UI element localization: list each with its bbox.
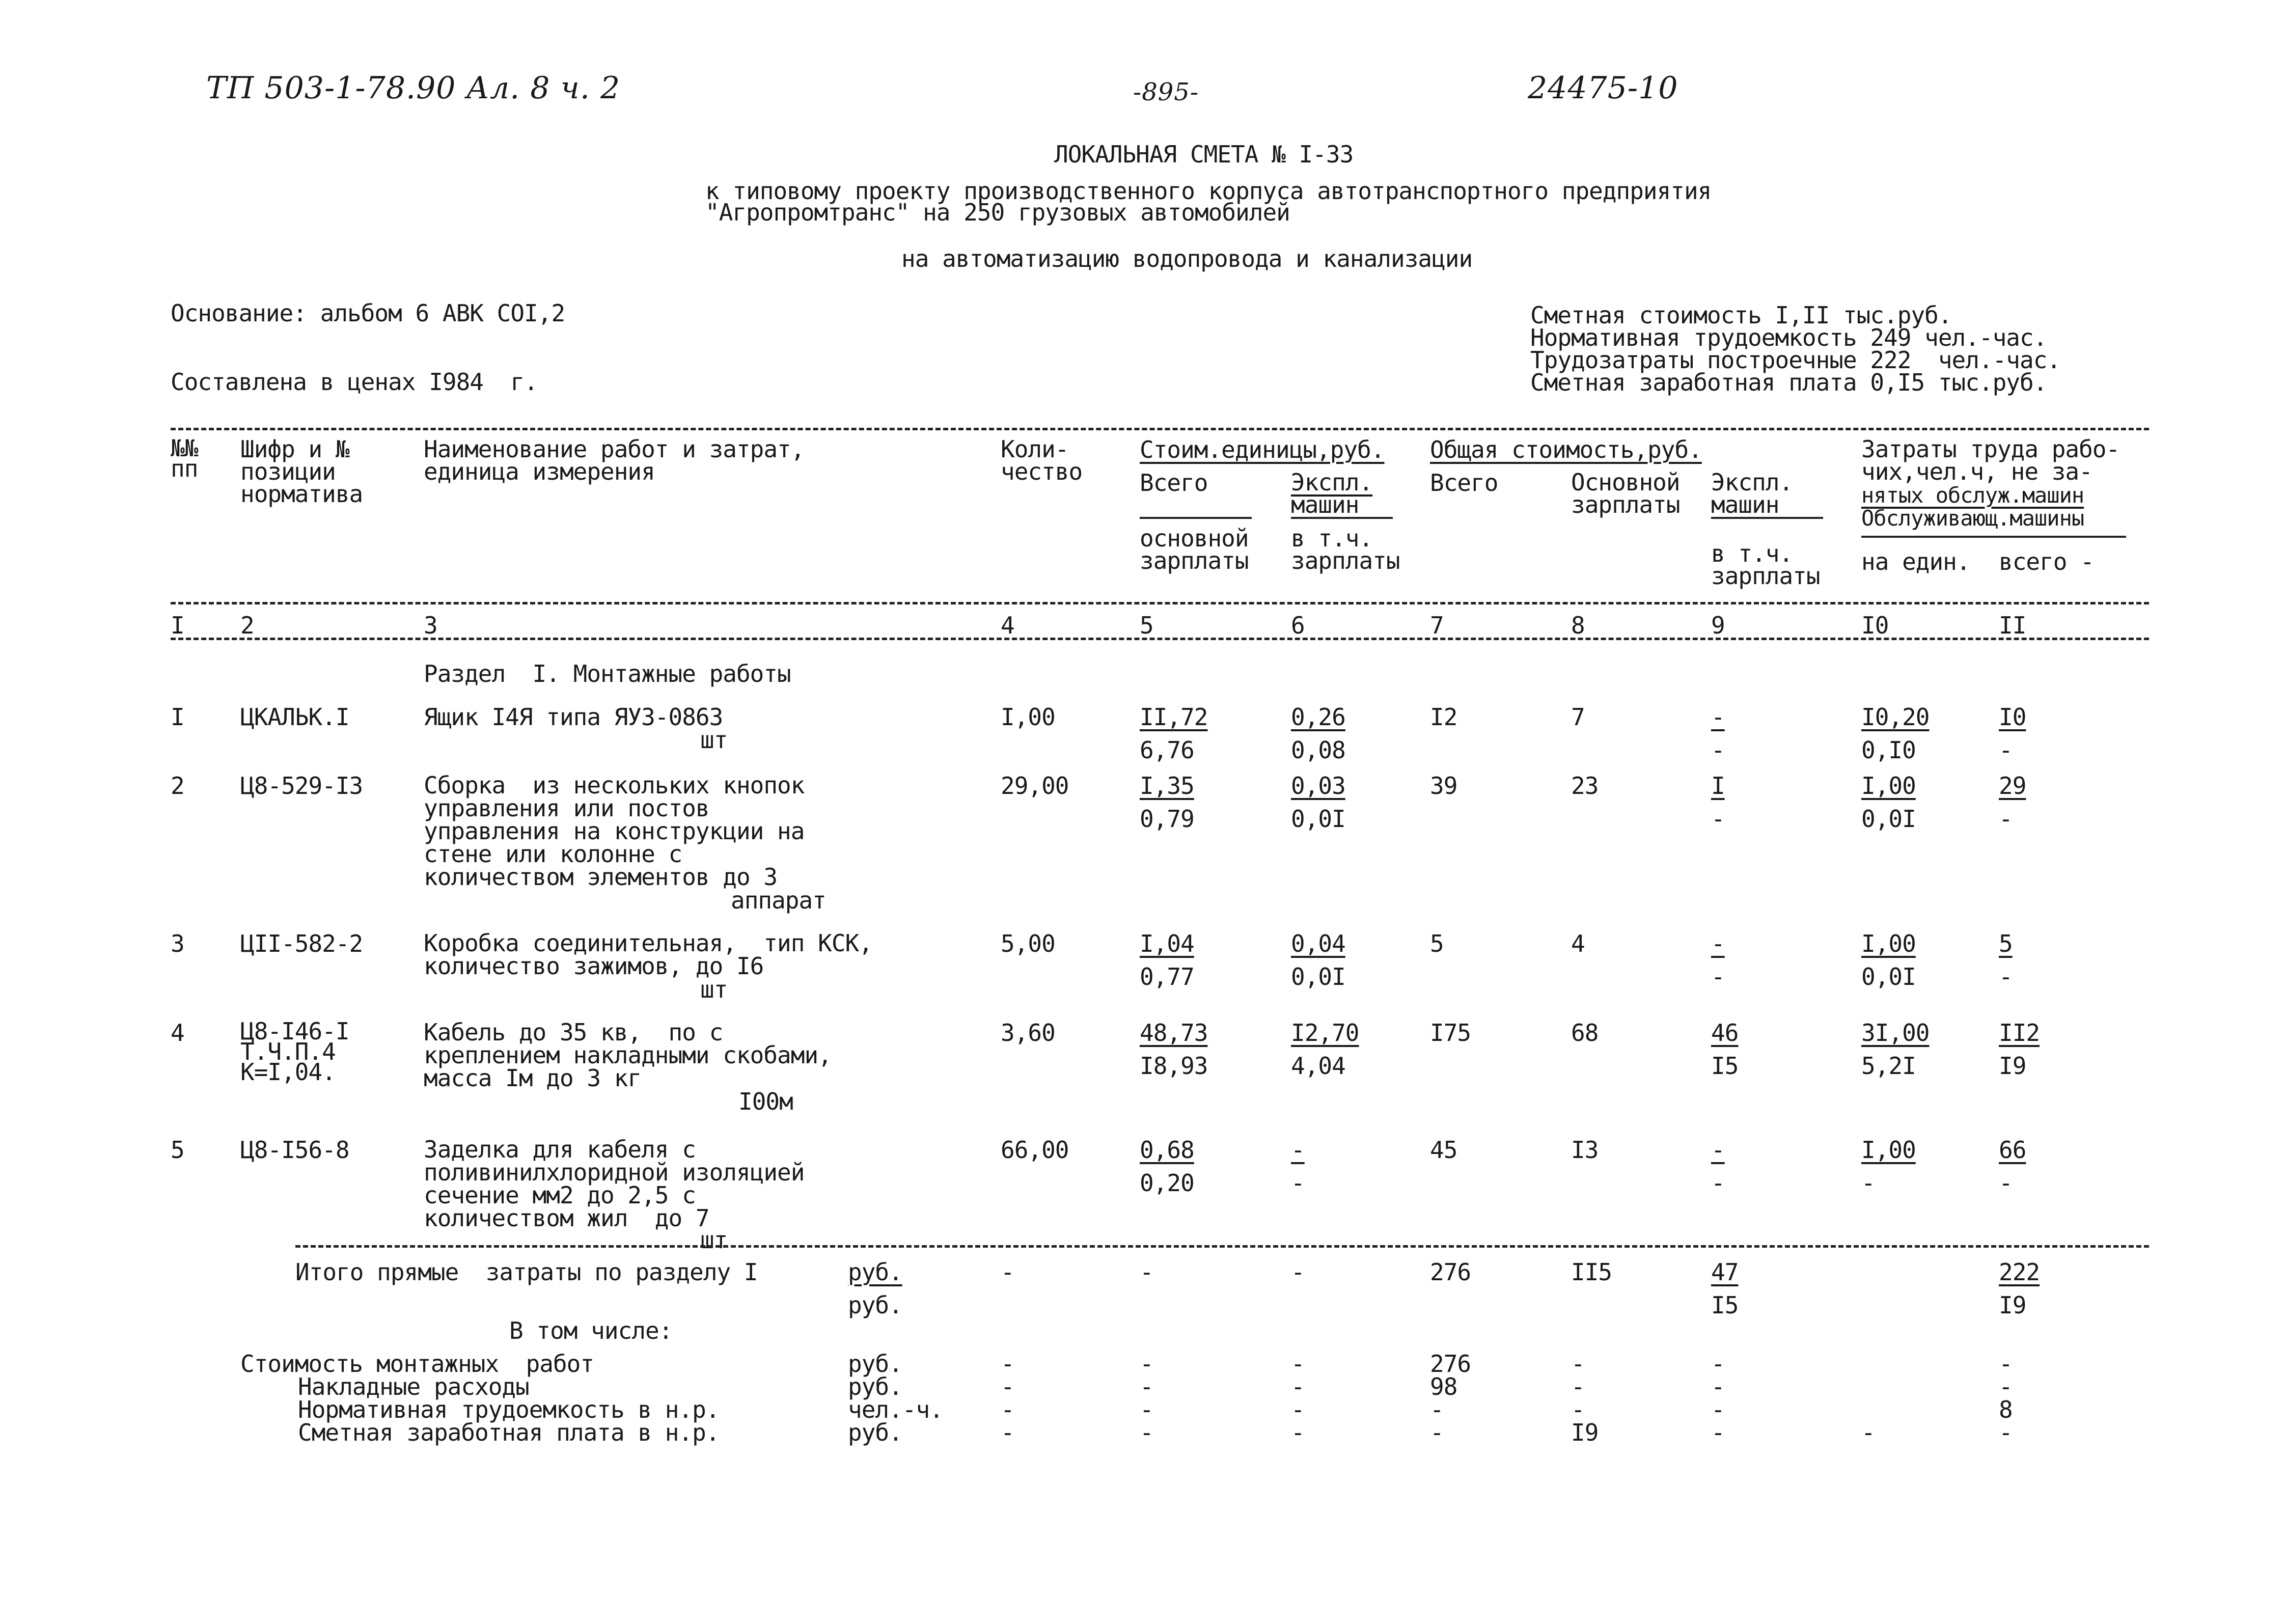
row-c10b: 0,0I [1861, 963, 1916, 990]
row-c6b: 0,08 [1291, 736, 1345, 764]
incl-row-c11: - [1999, 1419, 2013, 1446]
header-c5-rule [1140, 517, 1252, 519]
row-c6a: - [1291, 1136, 1305, 1164]
prices-text: Составлена в ценах I984 г. [171, 368, 538, 396]
row-c11a: 66 [1999, 1136, 2026, 1164]
row-qty: 66,00 [1001, 1136, 1069, 1164]
total-c9a: 47 [1711, 1258, 1739, 1286]
incl-row-c6: - [1291, 1350, 1305, 1378]
header-c9a: Экспл. машин [1711, 469, 1793, 518]
incl-row-c4: - [1001, 1373, 1014, 1400]
row-c8: 23 [1571, 772, 1599, 800]
row-code: Ц8-I56-8 [240, 1136, 349, 1164]
row-qty: 3,60 [1001, 1019, 1055, 1047]
col-number: 2 [240, 612, 254, 639]
incl-row-unit: руб. [848, 1350, 902, 1378]
row-code: ЦII-582-2 [240, 930, 363, 957]
row-unit: шт [700, 726, 728, 754]
col-number: 3 [424, 612, 437, 639]
incl-label: В том числе: [509, 1317, 673, 1344]
total-label: Итого прямые затраты по разделу I [295, 1258, 758, 1286]
row-c9b: - [1711, 805, 1725, 833]
incl-row-unit: чел.-ч. [848, 1396, 943, 1423]
row-c11b: I9 [1999, 1052, 2026, 1080]
incl-row-c8: I9 [1571, 1419, 1599, 1446]
row-c7: I75 [1430, 1019, 1471, 1047]
row-c6a: I2,70 [1291, 1019, 1359, 1047]
row-c11b: - [1999, 736, 2013, 764]
summary-line: Нормативная трудоемкость 249 чел.-час. [1530, 324, 2047, 351]
row-c5a: 48,73 [1140, 1019, 1208, 1047]
row-c7: 5 [1430, 930, 1444, 957]
row-code: Ц8-I46-I Т.Ч.П.4 К=I,04. [240, 1017, 349, 1086]
total-c7: 276 [1430, 1258, 1471, 1286]
row-unit: аппарат [731, 887, 826, 914]
header-col-1: №№ пп [171, 434, 198, 482]
total-c8: II5 [1571, 1258, 1612, 1286]
row-c9b: - [1711, 1169, 1725, 1197]
row-c10b: - [1861, 1169, 1875, 1197]
incl-row-c10: - [1861, 1419, 1875, 1446]
row-unit: шт [700, 1226, 728, 1254]
summary-line: Трудозатраты построечные 222 чел.-час. [1530, 346, 2061, 374]
row-number: 3 [171, 930, 184, 957]
header-c5a: Всего [1140, 469, 1208, 497]
incl-row-c7: 98 [1430, 1373, 1457, 1400]
row-c5b: 0,77 [1140, 963, 1194, 990]
total-c9b: I5 [1711, 1291, 1739, 1319]
row-c10a: I,00 [1861, 930, 1916, 957]
header-unit-cost: Стоим.единицы,руб. [1140, 436, 1385, 463]
row-c10a: 3I,00 [1861, 1019, 1930, 1047]
summary-line: Сметная заработная плата 0,I5 тыс.руб. [1530, 369, 2047, 396]
row-c5a: I,04 [1140, 930, 1194, 957]
row-c10b: 0,0I [1861, 805, 1916, 833]
row-c10a: I,00 [1861, 1136, 1916, 1164]
header-c6b: в т.ч. зарплаты [1291, 525, 1400, 574]
total-c5: - [1140, 1258, 1153, 1286]
total-c11b: I9 [1999, 1291, 2026, 1319]
col-number: 9 [1711, 612, 1725, 639]
row-c8: I3 [1571, 1136, 1599, 1164]
totals-rule [295, 1245, 2149, 1248]
row-c5b: 0,20 [1140, 1169, 1194, 1197]
row-c9a: - [1711, 930, 1725, 957]
row-qty: 5,00 [1001, 930, 1055, 957]
incl-row-c9: - [1711, 1419, 1725, 1446]
total-c11a: 222 [1999, 1258, 2040, 1286]
row-c7: I2 [1430, 703, 1457, 731]
header-c6a: Экспл. машин [1291, 469, 1373, 518]
row-number: 4 [171, 1019, 184, 1047]
total-unit-2: руб. [848, 1291, 902, 1319]
incl-row-label: Стоимость монтажных работ [240, 1350, 594, 1378]
row-c5b: I8,93 [1140, 1052, 1208, 1080]
row-c11a: 29 [1999, 772, 2026, 800]
stamp-right: 24475-10 [1528, 70, 1678, 106]
header-top-rule [171, 428, 2149, 430]
header-c9-rule [1711, 517, 1823, 519]
row-c10b: 0,I0 [1861, 736, 1916, 764]
total-c6: - [1291, 1258, 1305, 1286]
row-c6a: 0,26 [1291, 703, 1345, 731]
incl-row-c5: - [1140, 1419, 1153, 1446]
incl-row-c4: - [1001, 1419, 1014, 1446]
incl-row-c11: - [1999, 1373, 2013, 1400]
row-name: Ящик I4Я типа ЯУЗ-0863 [424, 703, 723, 731]
incl-row-c9: - [1711, 1373, 1725, 1400]
header-col-2: Шифр и № позиции норматива [240, 435, 363, 508]
row-number: 2 [171, 772, 184, 800]
incl-row-c8: - [1571, 1350, 1585, 1378]
row-c8: 7 [1571, 703, 1585, 731]
incl-row-c9: - [1711, 1396, 1725, 1423]
header-col-3: Наименование работ и затрат, единица измерения [424, 435, 805, 485]
incl-row-unit: руб. [848, 1419, 902, 1446]
row-c11b: - [1999, 805, 2013, 833]
header-col-4: Коли- чество [1001, 435, 1083, 485]
stamp-left: ТП 503-1-78.90 Ал. 8 ч. 2 [206, 70, 621, 106]
header-bottom-rule [171, 602, 2149, 604]
col-number: 4 [1001, 612, 1014, 639]
row-c6b: 0,0I [1291, 963, 1345, 990]
stamp-center: -895- [1133, 78, 1199, 106]
row-c9a: - [1711, 1136, 1725, 1164]
row-c6a: 0,03 [1291, 772, 1345, 800]
header-c10: на един. [1861, 548, 1970, 575]
row-unit: шт [700, 976, 728, 1003]
incl-row-c8: - [1571, 1373, 1585, 1400]
doc-title: ЛОКАЛЬНАЯ СМЕТА № I-33 [1054, 141, 1354, 168]
incl-row-c4: - [1001, 1396, 1014, 1423]
col-number: I0 [1861, 612, 1889, 639]
header-labor-u2: Обслуживающ.машины [1861, 506, 2084, 531]
incl-row-c6: - [1291, 1419, 1305, 1446]
doc-subtitle-3: на автоматизацию водопровода и канализации [901, 245, 1473, 272]
row-c9b: I5 [1711, 1052, 1739, 1080]
incl-row-label: Накладные расходы [298, 1373, 529, 1400]
row-unit: I00м [738, 1088, 793, 1115]
row-c10a: I,00 [1861, 772, 1916, 800]
doc-subtitle-2: "Агропромтранс" на 250 грузовых автомобилей [705, 199, 1290, 226]
row-c8: 4 [1571, 930, 1585, 957]
header-c5b: основной зарплаты [1140, 525, 1249, 574]
row-c11a: 5 [1999, 930, 2013, 957]
header-labor: Затраты труда рабо- чих,чел.ч, не за- [1861, 435, 2120, 485]
row-c9b: - [1711, 736, 1725, 764]
col-number: 6 [1291, 612, 1305, 639]
incl-row-c7: - [1430, 1419, 1444, 1446]
incl-row-c7: 276 [1430, 1350, 1471, 1378]
incl-row-c5: - [1140, 1373, 1153, 1400]
row-c6b: 4,04 [1291, 1052, 1345, 1080]
row-c10b: 5,2I [1861, 1052, 1916, 1080]
row-c5b: 0,79 [1140, 805, 1194, 833]
row-c9a: 46 [1711, 1019, 1739, 1047]
col-number: I [171, 612, 184, 639]
header-labor-rule [1861, 536, 2126, 538]
row-c5a: II,72 [1140, 703, 1208, 731]
row-c5a: 0,68 [1140, 1136, 1194, 1164]
incl-row-unit: руб. [848, 1373, 902, 1400]
incl-row-c6: - [1291, 1373, 1305, 1400]
basis-text: Основание: альбом 6 АВК СОI,2 [171, 299, 565, 327]
row-c8: 68 [1571, 1019, 1599, 1047]
header-c7: Всего [1430, 469, 1498, 497]
row-c6b: 0,0I [1291, 805, 1345, 833]
total-c4: - [1001, 1258, 1014, 1286]
col-number: 8 [1571, 612, 1585, 639]
col-number: II [1999, 612, 2026, 639]
row-c6b: - [1291, 1169, 1305, 1197]
incl-row-label: Сметная заработная плата в н.р. [298, 1419, 720, 1446]
header-c8: Основной зарплаты [1571, 469, 1680, 518]
row-number: 5 [171, 1136, 184, 1164]
header-total-cost: Общая стоимость,руб. [1430, 436, 1702, 463]
row-c7: 45 [1430, 1136, 1457, 1164]
row-c9a: - [1711, 703, 1725, 731]
summary-line: Сметная стоимость I,II тыс.руб. [1530, 301, 1952, 329]
row-c9a: I [1711, 772, 1725, 800]
row-c5b: 6,76 [1140, 736, 1194, 764]
header-labor-u: нятых обслуж.машин [1861, 483, 2084, 508]
row-c9b: - [1711, 963, 1725, 990]
total-unit-1: руб. [848, 1258, 902, 1286]
header-c9b: в т.ч. зарплаты [1711, 540, 1820, 590]
row-c5a: I,35 [1140, 772, 1194, 800]
row-c11a: I0 [1999, 703, 2026, 731]
incl-row-label: Нормативная трудоемкость в н.р. [298, 1396, 720, 1423]
incl-row-c11: - [1999, 1350, 2013, 1378]
row-c7: 39 [1430, 772, 1457, 800]
doc-subtitle-1: к типовому проекту производственного корпуса автотранспортного предприятия [705, 177, 1712, 205]
col-numbers-rule [171, 638, 2149, 640]
row-name: Заделка для кабеля с поливинилхлоридной изоляцией сечение мм2 до 2,5 с количеством жил до 7 [424, 1136, 805, 1232]
incl-row-c6: - [1291, 1396, 1305, 1423]
incl-row-c4: - [1001, 1350, 1014, 1378]
col-number: 7 [1430, 612, 1444, 639]
row-c11a: II2 [1999, 1019, 2040, 1047]
row-qty: I,00 [1001, 703, 1055, 731]
row-code: Ц8-529-I3 [240, 772, 363, 800]
row-code: ЦКАЛЬК.I [240, 703, 349, 731]
col-number: 5 [1140, 612, 1153, 639]
row-c6a: 0,04 [1291, 930, 1345, 957]
row-name: Сборка из нескольких кнопок управления или постов управления на конструкции на стене или колонне с количеством элементов до 3 [424, 772, 805, 891]
incl-row-c5: - [1140, 1396, 1153, 1423]
row-name: Коробка соединительная, тип КСК, количество зажимов, до I6 [424, 929, 872, 980]
section-title: Раздел I. Монтажные работы [424, 660, 791, 687]
row-qty: 29,00 [1001, 772, 1069, 800]
incl-row-c7: - [1430, 1396, 1444, 1423]
header-c6-rule [1291, 517, 1393, 519]
row-name: Кабель до 35 кв, по с креплением накладными скобами, масса Iм до 3 кг [424, 1019, 832, 1092]
incl-row-c9: - [1711, 1350, 1725, 1378]
row-c11b: - [1999, 1169, 2013, 1197]
header-c11: всего - [1999, 548, 2094, 575]
row-number: I [171, 703, 184, 731]
incl-row-c11: 8 [1999, 1396, 2013, 1423]
incl-row-c8: - [1571, 1396, 1585, 1423]
incl-row-c5: - [1140, 1350, 1153, 1378]
row-c11b: - [1999, 963, 2013, 990]
row-c10a: I0,20 [1861, 703, 1930, 731]
